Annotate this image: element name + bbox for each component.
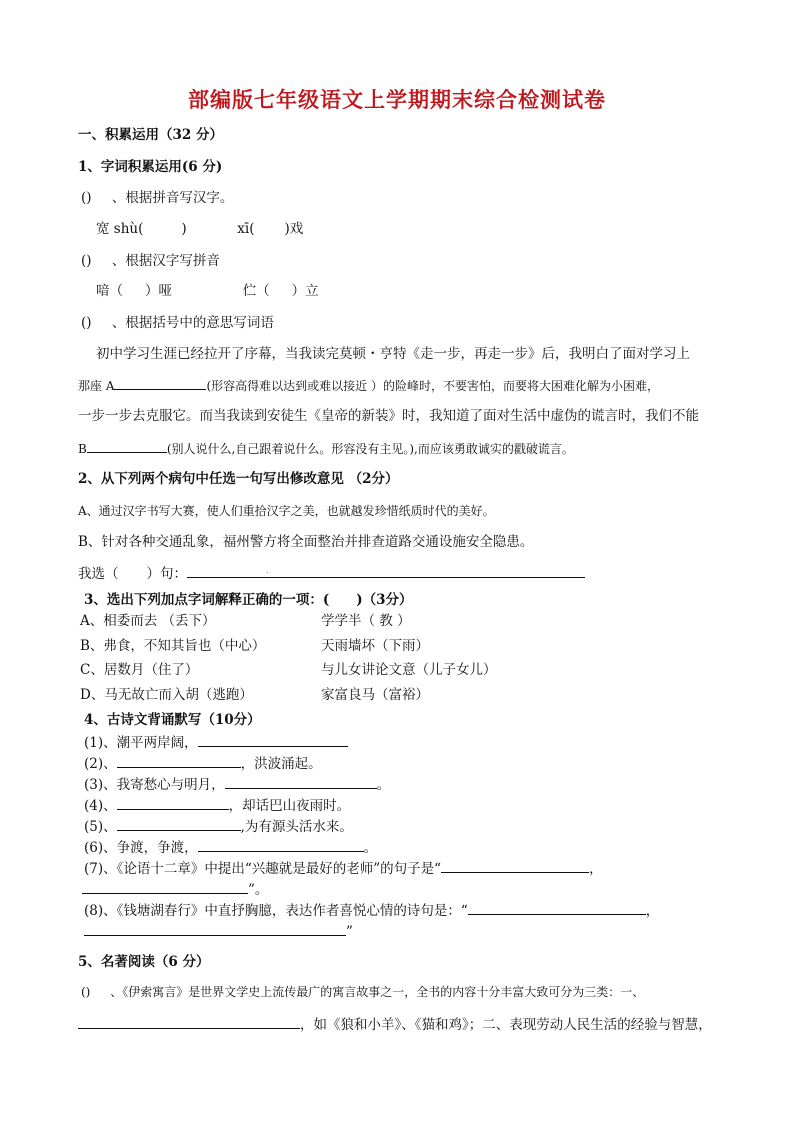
- q1-passage-line-3: 一步一步去克服它。而当我读到安徒生《皇帝的新装》时，我知道了面对生活中虚伪的谎言时，我们不能: [78, 408, 699, 424]
- q3-option-b1: B、弗食，不知其旨也（中心）: [80, 638, 266, 654]
- q4-prompt-8-comma: ，: [645, 903, 660, 919]
- q4-blank-7b[interactable]: [82, 880, 248, 894]
- hanzi-prompt-a-close: ）哑: [145, 283, 172, 299]
- q1-sub2-number: (): [81, 253, 92, 269]
- q5-line-2: [78, 1015, 712, 1034]
- q3-option-c1: C、居数月（住了）: [80, 662, 199, 678]
- blank-a-label: 那座 A: [78, 379, 115, 393]
- q4-line-2: [84, 754, 322, 773]
- pinyin-prompt-b-close: )戏: [284, 221, 304, 237]
- q5-sub1-number: (): [81, 985, 91, 999]
- q4-prompt-2-tail: ，洪波涌起。: [240, 756, 322, 772]
- q4-heading: 4、古诗文背诵默写（10分）: [84, 712, 261, 728]
- blank-b-hint: (别人说什么,自己跟着说什么。形容没有主见。),而应该勇敢诚实的戳破谎言。: [166, 442, 574, 456]
- q1-sub2-answers: [96, 282, 319, 300]
- q4-blank-7a[interactable]: [441, 859, 589, 873]
- q4-line-7b: [82, 880, 268, 899]
- q1-heading: 1、字词积累运用(6 分): [78, 159, 223, 175]
- q1-passage-line-1: 初中学习生涯已经拉开了序幕，当我读完莫顿・亨特《走一步，再走一步》后，我明白了面对学习上: [96, 346, 690, 362]
- q4-prompt-4-tail: ，却话巴山夜雨时。: [228, 798, 351, 814]
- q4-prompt-8: (8)、《钱塘湖春行》中直抒胸臆，表达作者喜悦心情的诗句是：“: [84, 903, 468, 919]
- q1-sub3-number: (): [81, 315, 92, 331]
- q3-option-d1: D、马无故亡而入胡（逃跑）: [80, 687, 253, 703]
- q4-line-3: [84, 775, 390, 794]
- q1-passage-line-2: [78, 376, 659, 395]
- blank-a[interactable]: [114, 376, 206, 390]
- q4-prompt-3-tail: 。: [376, 777, 391, 793]
- q2-heading: 2、从下列两个病句中任选一句写出修改意见 （2分）: [78, 471, 399, 487]
- q4-line-1: [84, 733, 348, 752]
- q4-blank-6[interactable]: [198, 838, 364, 852]
- q1-sub1-label: 、根据拼音写汉字。: [111, 190, 234, 206]
- pinyin-prompt-a: 宽 shù(: [96, 221, 144, 237]
- hanzi-prompt-a: 喑（: [96, 283, 123, 299]
- pinyin-prompt-b: xī(: [237, 221, 255, 237]
- q4-blank-4[interactable]: [117, 796, 229, 810]
- q4-blank-1[interactable]: [198, 733, 348, 747]
- q4-prompt-7-comma: ，: [589, 861, 603, 877]
- q4-prompt-4: (4)、: [84, 798, 117, 814]
- q4-blank-5[interactable]: [117, 817, 241, 831]
- q4-prompt-2: (2)、: [84, 756, 117, 772]
- q5-line-1-text: 、《伊索寓言》是世界文学史上流传最广的寓言故事之一，全书的内容十分丰富大致可分为三类：一、: [110, 985, 645, 999]
- q5-line-1: [81, 983, 644, 1001]
- q2-option-b: B、针对各种交通乱象，福州警方将全面整治并排查道路交通设施安全隐患。: [78, 534, 534, 550]
- q4-prompt-8-close: ”: [346, 924, 353, 940]
- q3-heading: 3、选出下列加点字词解释正确的一项：( )（3分）: [84, 592, 413, 608]
- q3-option-a1: A、相委而去 （丢下）: [80, 613, 216, 629]
- q1-sub3-label: 、根据括号中的意思写词语: [111, 315, 274, 331]
- q4-line-8: [84, 901, 659, 920]
- hanzi-prompt-b: 伫（: [242, 283, 270, 299]
- q4-prompt-6: (6)、争渡，争渡，: [84, 840, 198, 856]
- exam-title: 部编版七年级语文上学期期末综合检测试卷: [188, 87, 606, 112]
- q4-line-4: [84, 796, 350, 815]
- q4-prompt-3: (3)、我寄愁心与明月，: [84, 777, 225, 793]
- q4-prompt-5-tail: ,为有源头活水来。: [240, 819, 353, 835]
- q5-heading: 5、名著阅读（6 分）: [78, 954, 210, 970]
- q2-answer-blank[interactable]: [187, 564, 585, 578]
- q4-prompt-7: (7)、《论语十二章》中提出“兴趣就是最好的老师”的句子是“: [84, 861, 442, 877]
- q5-line-2-text: ，如《狼和小羊》、《猫和鸡》；二、表现劳动人民生活的经验与智慧，: [300, 1017, 712, 1033]
- q2-choice-label: 我选（: [78, 566, 119, 582]
- q2-choice-line: [78, 564, 585, 583]
- q4-line-6: [84, 838, 377, 857]
- blank-a-hint: (形容高得难以达到或难以接近 ）的险峰时，不要害怕，而要将大困难化解为小困难，: [206, 379, 659, 393]
- q4-line-8b: [84, 922, 353, 941]
- q3-option-d2: 家富良马（富裕）: [321, 687, 429, 703]
- q4-line-5: [84, 817, 353, 836]
- q4-blank-3[interactable]: [225, 775, 377, 789]
- q1-sub2: [81, 252, 220, 270]
- q1-sub1-number: (): [81, 190, 92, 206]
- q5-blank-1[interactable]: [78, 1015, 300, 1029]
- q1-sub3: [81, 314, 274, 332]
- q3-option-b2: 天雨墙坏（下雨）: [321, 638, 429, 654]
- q2-sentence-label: ）句：: [146, 566, 187, 582]
- hanzi-prompt-b-close: ）立: [291, 283, 319, 299]
- q1-sub1-answers: [96, 220, 303, 238]
- q2-option-a: A、通过汉字书写大赛，使人们重拾汉字之美，也就越发珍惜纸质时代的美好。: [78, 504, 495, 518]
- q1-sub2-label: 、根据汉字写拼音: [111, 253, 220, 269]
- q4-blank-2[interactable]: [117, 754, 241, 768]
- q4-blank-8a[interactable]: [468, 901, 646, 915]
- section-1-heading: 一、积累运用（32 分）: [78, 127, 223, 143]
- q1-passage-line-4: [78, 439, 574, 458]
- q3-option-a2: 学学半（ 教 ）: [321, 613, 411, 629]
- q4-prompt-1: (1)、潮平两岸阔，: [84, 735, 198, 751]
- q4-blank-8b[interactable]: [84, 922, 346, 936]
- q4-line-7: [84, 859, 603, 878]
- q3-option-c2: 与儿女讲论文意（儿子女儿）: [321, 662, 497, 678]
- scan-dot: .: [266, 566, 269, 576]
- q4-prompt-5: (5)、: [84, 819, 117, 835]
- blank-b[interactable]: [87, 439, 167, 453]
- q1-sub1: [81, 189, 233, 207]
- q4-prompt-6-tail: 。: [363, 840, 378, 856]
- pinyin-prompt-a-close: ): [181, 221, 187, 237]
- q4-prompt-7-close: ”。: [248, 882, 269, 898]
- blank-b-label: B: [78, 442, 87, 456]
